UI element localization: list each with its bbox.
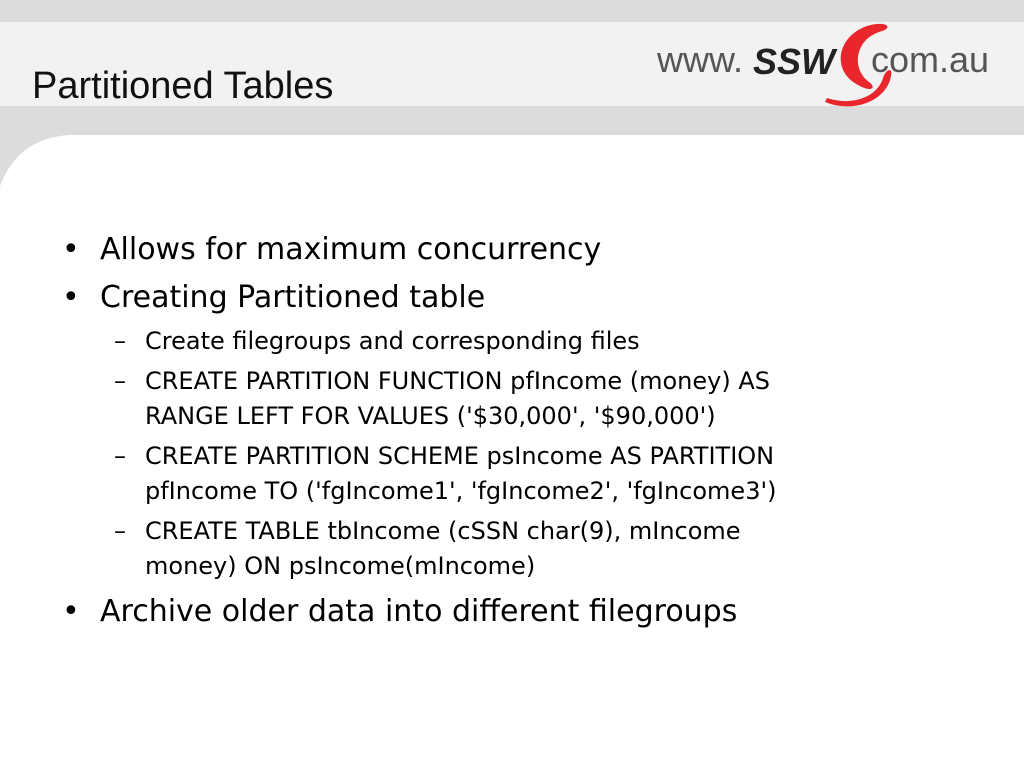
bullet-text: Creating Partitioned table [100,280,486,315]
sub-bullet-item [114,514,935,584]
bullet-marker: • [62,594,80,629]
sub-bullet-text: CREATE PARTITION FUNCTION pfIncome (money) AS [145,367,771,395]
sub-bullet-marker: – [114,367,126,395]
sub-bullet-text: pfIncome TO ('fgIncome1', 'fgIncome2', 'fgIncome3') [145,477,777,505]
logo-brand-text: SSW [753,41,836,82]
sub-bullet-marker: – [114,327,126,355]
sub-bullet-marker: – [114,517,126,545]
bullet-marker: • [62,232,80,267]
ssw-logo-graphic [655,14,1015,114]
ssw-logo [655,14,1015,114]
bullet-text: Archive older data into different filegroups [100,594,738,629]
sub-bullet-text: Create filegroups and corresponding files [145,327,640,355]
sub-bullet-item [114,364,935,434]
bullet-item [62,232,962,268]
bullet-text: Allows for maximum concurrency [100,232,602,267]
sub-bullet-list [62,324,962,584]
sub-bullet-text: CREATE TABLE tbIncome (cSSN char(9), mIncome [145,517,741,545]
sub-bullet-marker: – [114,442,126,470]
sub-bullet-text: CREATE PARTITION SCHEME psIncome AS PARTITION [145,442,775,470]
bullet-item [62,280,962,316]
slide-title: Partitioned Tables [32,65,334,107]
sub-bullet-text: RANGE LEFT FOR VALUES ('$30,000', '$90,000') [145,402,716,430]
bullet-marker: • [62,280,80,315]
logo-suffix-text: com.au [871,39,990,80]
sub-bullet-item [114,439,935,509]
sub-bullet-text: money) ON psIncome(mIncome) [145,552,536,580]
bullet-item [62,594,962,630]
header-curve-decoration [0,106,1024,196]
sub-bullet-item [114,324,935,359]
logo-prefix-text: www. [657,39,744,80]
slide-body [62,232,962,642]
